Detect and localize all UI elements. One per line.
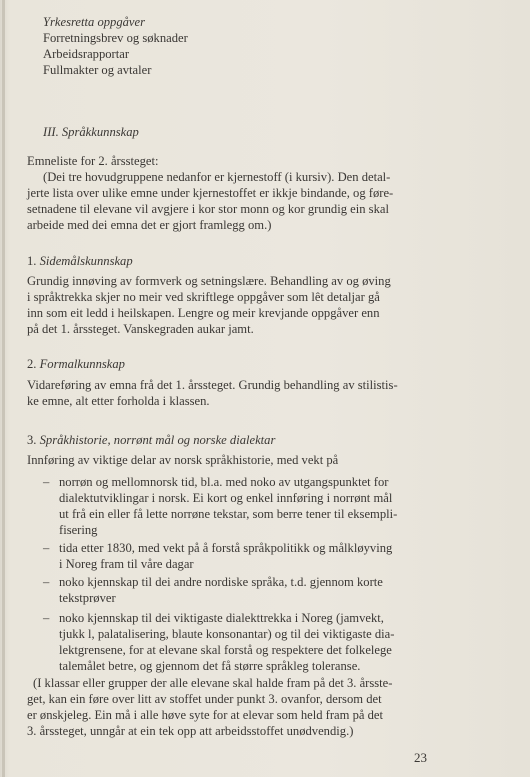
section-title: Formalkunnskap xyxy=(39,357,125,371)
paragraph-line: på det 1. årssteget. Vanskegraden aukar jamt. xyxy=(27,322,254,336)
subheading-yrkesretta: Yrkesretta oppgåver xyxy=(43,15,146,29)
paragraph-line: arbeide med dei emna det er gjort framlegg om.) xyxy=(27,218,272,232)
paragraph-line: 3. årssteget, unngår at ein tek opp att arbeidsstoffet unødvendig.) xyxy=(27,724,354,738)
paragraph-line: Grundig innøving av formverk og setningslære. Behandling av og øving xyxy=(27,274,391,288)
list-line: fisering xyxy=(59,523,98,537)
section-title: Sidemålskunnskap xyxy=(39,254,133,268)
list-line: talemålet betre, og gjennom det få større språkleg toleranse. xyxy=(59,659,361,673)
list-line: tjukk l, palatalisering, blaute konsonantar) og til dei viktigaste dia- xyxy=(59,627,395,641)
section-heading xyxy=(27,356,125,372)
list-line: noko kjennskap til dei viktigaste dialekttrekka i Noreg (jamvekt, xyxy=(59,611,384,625)
section-heading xyxy=(27,432,275,448)
paragraph-line: Emneliste for 2. årssteget: xyxy=(27,154,159,168)
list-item: Arbeidsrapportar xyxy=(43,47,130,61)
list-line: ut frå ein eller få lette norrøne tekstar, som berre tener til eksempli- xyxy=(59,507,398,521)
paragraph-line: (Dei tre hovudgruppene nedanfor er kjernestoff (i kursiv). Den detal- xyxy=(43,170,391,184)
paragraph-line: jerte lista over ulike emne under kjernestoffet er ikkje bindande, og føre- xyxy=(27,186,394,200)
list-line: tekstprøver xyxy=(59,591,116,605)
paragraph-line: Innføring av viktige delar av norsk språkhistorie, med vekt på xyxy=(27,453,339,467)
dash-marker: – xyxy=(43,475,50,489)
dash-marker: – xyxy=(43,611,50,625)
section-heading xyxy=(27,253,133,269)
paragraph-line: ke emne, alt etter forholda i klassen. xyxy=(27,394,210,408)
paragraph-line: setnadene til elevane vil avgjere i kor stor monn og kor grundig ein skal xyxy=(27,202,389,216)
section-heading: III. Språkkunnskap xyxy=(43,125,139,139)
page-number: 23 xyxy=(414,750,427,765)
section-number: 2. xyxy=(27,357,37,371)
paragraph-line: (I klassar eller grupper der alle elevane skal halde fram på det 3. årsste- xyxy=(33,676,393,690)
section-number: 3. xyxy=(27,433,37,447)
paragraph-line: i språktrekka skjer no meir ved skriftlege oppgåver som lêt detaljar gå xyxy=(27,290,380,304)
list-line: norrøn og mellomnorsk tid, bl.a. med noko av utgangspunktet for xyxy=(59,475,389,489)
list-line: noko kjennskap til dei andre nordiske språka, t.d. gjennom korte xyxy=(59,575,383,589)
list-item: Fullmakter og avtaler xyxy=(43,63,152,77)
list-item: Forretningsbrev og søknader xyxy=(43,31,188,45)
list-line: tida etter 1830, med vekt på å forstå språkpolitikk og målkløyving xyxy=(59,541,393,555)
paragraph-line: get, kan ein føre over litt av stoffet under punkt 3. ovanfor, dersom det xyxy=(27,692,382,706)
paragraph-line: Vidareføring av emna frå det 1. årssteget. Grundig behandling av stilistis- xyxy=(27,378,398,392)
paragraph-line: er ønskjeleg. Ein må i alle høve syte for at elevar som held fram på det xyxy=(27,708,383,722)
section-number: 1. xyxy=(27,254,37,268)
paragraph-line: inn som eit ledd i heilskapen. Lengre og meir krevjande oppgåver enn xyxy=(27,306,380,320)
dash-marker: – xyxy=(43,575,50,589)
dash-marker: – xyxy=(43,541,50,555)
page-binding-edge xyxy=(2,0,5,777)
section-title: Språkhistorie, norrønt mål og norske dialektar xyxy=(39,433,276,447)
list-line: i Noreg fram til våre dagar xyxy=(59,557,194,571)
list-line: dialektutviklingar i norsk. Ei kort og enkel innføring i norrønt mål xyxy=(59,491,393,505)
list-line: lektgrensene, for at elevane skal forstå og respektere det folkelege xyxy=(59,643,392,657)
